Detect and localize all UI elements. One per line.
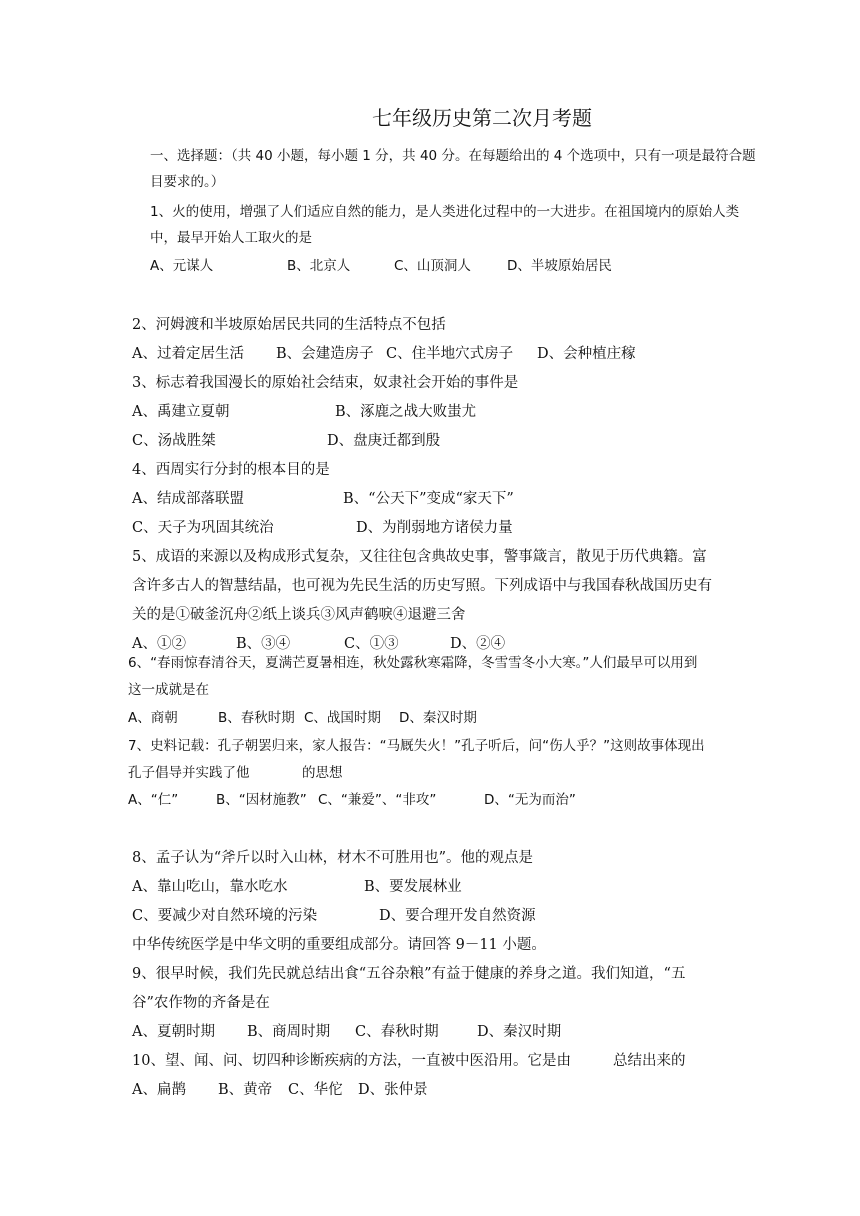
- question-1-option-c[interactable]: C、山顶洞人: [394, 258, 471, 274]
- question-10-option-a[interactable]: A、扁鹊: [132, 1082, 186, 1098]
- question-6-text: 6、“春雨惊春清谷天，夏满芒夏暑相连，秋处露秋寒霜降，冬雪雪冬小大寒。”人们最早可以用到: [128, 655, 698, 671]
- section-instructions-line-1: 一、选择题：（共 40 小题，每小题 1 分，共 40 分。在每题给出的 4 个选项中，只有一项是最符合题: [150, 148, 756, 164]
- question-7-option-a[interactable]: A、“仁”: [128, 792, 179, 808]
- question-6-option-c[interactable]: C、战国时期: [304, 710, 381, 726]
- question-1-option-d[interactable]: D、半坡原始居民: [507, 258, 612, 274]
- question-4-text: 4、西周实行分封的根本目的是: [132, 462, 330, 478]
- question-5-option-d[interactable]: D、②④: [450, 636, 506, 652]
- question-2-option-c[interactable]: C、住半地穴式房子: [386, 346, 514, 362]
- section-instructions-line-2: 目要求的。）: [150, 174, 225, 190]
- question-3-option-b[interactable]: B、涿鹿之战大败蚩尤: [335, 404, 477, 420]
- question-9-option-d[interactable]: D、秦汉时期: [477, 1024, 562, 1040]
- question-10-text: 10、望、闻、问、切四种诊断疾病的方法，一直被中医沿用。它是由: [132, 1053, 571, 1069]
- question-5-text: 5、成语的来源以及构成形式复杂，又往往包含典故史事，警事箴言，散见于历代典籍。富: [132, 549, 707, 565]
- question-9-option-c[interactable]: C、春秋时期: [355, 1024, 439, 1040]
- question-7-text: 7、史料记载：孔子朝罢归来，家人报告：“马厩失火！”孔子听后，问“伤人乎？”这则故事体现出: [128, 738, 705, 754]
- question-5-option-a[interactable]: A、①②: [132, 636, 186, 652]
- question-4-option-b[interactable]: B、“公天下”变成“家天下”: [343, 491, 514, 507]
- question-9-option-a[interactable]: A、夏朝时期: [132, 1024, 215, 1040]
- question-2-text: 2、河姆渡和半坡原始居民共同的生活特点不包括: [132, 317, 446, 333]
- question-7-option-d[interactable]: D、“无为而治”: [484, 792, 576, 808]
- question-8-option-a[interactable]: A、靠山吃山，靠水吃水: [132, 879, 288, 895]
- question-2-option-a[interactable]: A、过着定居生活: [132, 346, 244, 362]
- page-title: 七年级历史第二次月考题: [372, 106, 592, 130]
- question-10-option-c[interactable]: C、华佗: [288, 1082, 343, 1098]
- question-6-option-d[interactable]: D、秦汉时期: [399, 710, 477, 726]
- question-7-text: 的思想: [302, 765, 343, 781]
- question-6-text: 这一成就是在: [128, 682, 209, 698]
- question-1-option-a[interactable]: A、元谋人: [150, 258, 214, 274]
- question-3-option-a[interactable]: A、禹建立夏朝: [132, 404, 230, 420]
- question-8-option-c[interactable]: C、要减少对自然环境的污染: [132, 908, 318, 924]
- question-4-option-c[interactable]: C、天子为巩固其统治: [132, 520, 274, 536]
- question-1-text: 1、火的使用，增强了人们适应自然的能力，是人类进化过程中的一大进步。在祖国境内的原始人类: [150, 204, 740, 220]
- question-8-option-d[interactable]: D、要合理开发自然资源: [379, 908, 536, 924]
- question-7-option-b[interactable]: B、“因材施教”: [216, 792, 307, 808]
- question-6-option-a[interactable]: A、商朝: [128, 710, 178, 726]
- question-7-text: 孔子倡导并实践了他: [128, 765, 250, 781]
- question-5-option-c[interactable]: C、①③: [344, 636, 399, 652]
- question-3-text: 3、标志着我国漫长的原始社会结束，奴隶社会开始的事件是: [132, 375, 519, 391]
- question-1-option-b[interactable]: B、北京人: [287, 258, 351, 274]
- question-1-text: 中，最早开始人工取火的是: [150, 230, 312, 246]
- question-9-text: 谷”农作物的齐备是在: [132, 995, 270, 1011]
- question-8-text: 8、孟子认为“斧斤以时入山林，材木不可胜用也”。他的观点是: [132, 850, 534, 866]
- question-2-option-d[interactable]: D、会种植庄稼: [537, 346, 636, 362]
- question-5-text: 含许多古人的智慧结晶，也可视为先民生活的历史写照。下列成语中与我国春秋战国历史有: [132, 578, 712, 594]
- section-intro-9-11: 中华传统医学是中华文明的重要组成部分。请回答 9－11 小题。: [132, 937, 546, 953]
- question-3-option-d[interactable]: D、盘庚迁都到殷: [327, 433, 441, 449]
- question-6-option-b[interactable]: B、春秋时期: [218, 710, 295, 726]
- question-10-option-d[interactable]: D、张仲景: [358, 1082, 428, 1098]
- question-7-option-c[interactable]: C、“兼爱”、“非攻”: [318, 792, 437, 808]
- question-5-option-b[interactable]: B、③④: [236, 636, 291, 652]
- question-3-option-c[interactable]: C、汤战胜桀: [132, 433, 216, 449]
- question-4-option-a[interactable]: A、结成部落联盟: [132, 491, 244, 507]
- question-10-text: 总结出来的: [613, 1053, 686, 1069]
- question-4-option-d[interactable]: D、为削弱地方诸侯力量: [356, 520, 513, 536]
- question-5-text: 关的是①破釜沉舟②纸上谈兵③风声鹤唳④退避三舍: [132, 607, 466, 623]
- question-9-option-b[interactable]: B、商周时期: [247, 1024, 331, 1040]
- question-10-option-b[interactable]: B、黄帝: [218, 1082, 273, 1098]
- question-8-option-b[interactable]: B、要发展林业: [364, 879, 462, 895]
- question-2-option-b[interactable]: B、会建造房子: [276, 346, 374, 362]
- question-9-text: 9、很早时候，我们先民就总结出食“五谷杂粮”有益于健康的养身之道。我们知道，“五: [132, 966, 686, 982]
